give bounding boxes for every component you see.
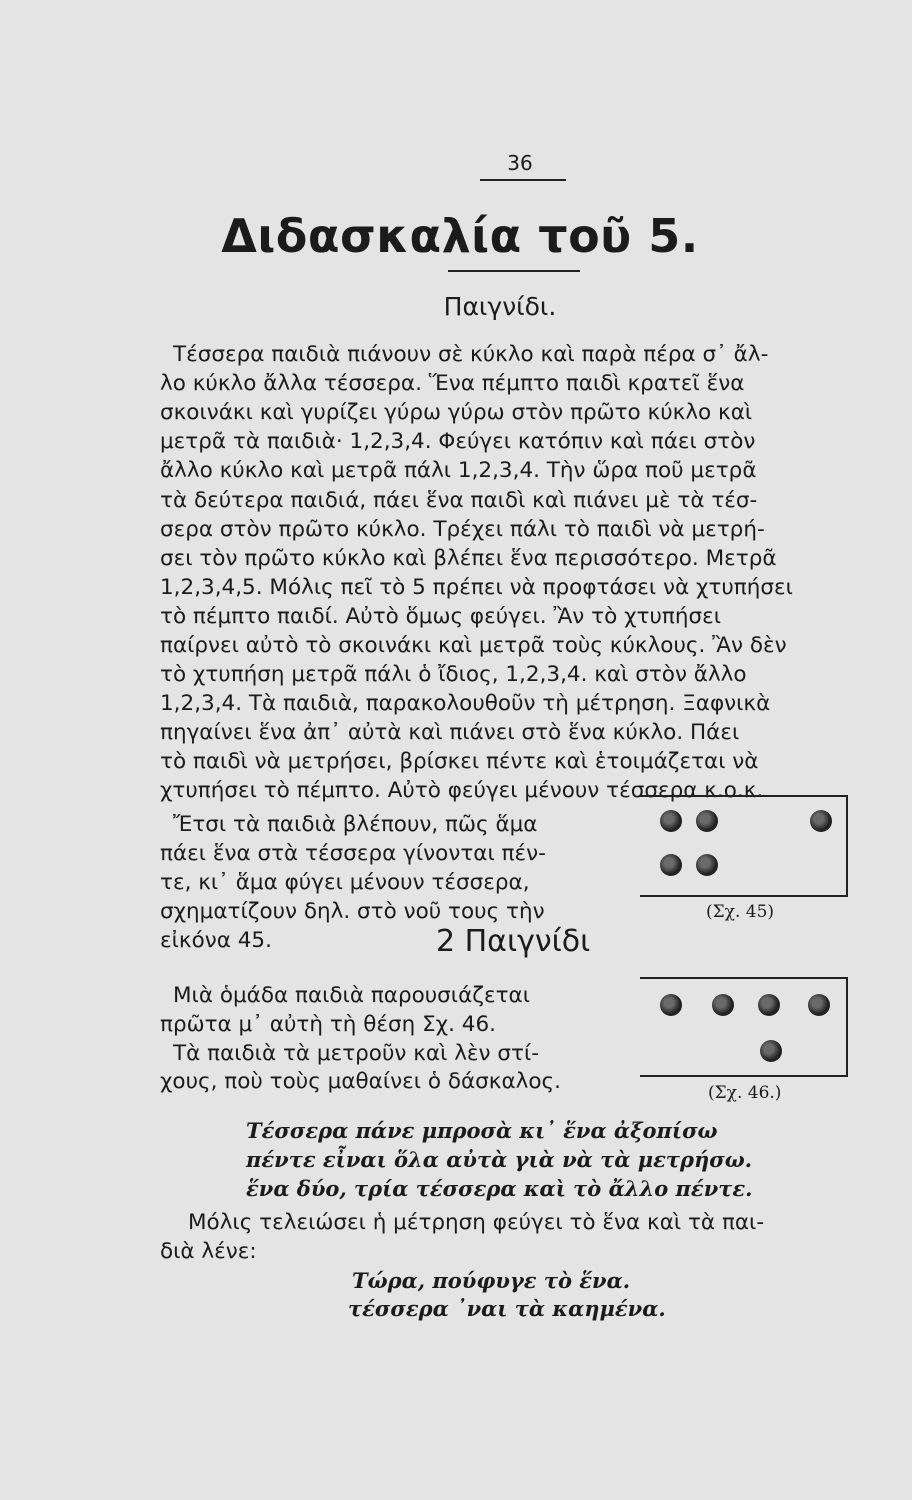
text-line: Τέσσερα παιδιὰ πιάνουν σὲ κύκλο καὶ παρὰ πέρα σ᾽ ἄλ- [173, 342, 769, 367]
text-line: παίρνει αὐτὸ τὸ σκοινάκι καὶ μετρᾶ τοὺς κύκλους. Ἂν δὲν [160, 633, 787, 658]
child-dot [660, 854, 682, 876]
text-line: Τὰ παιδιὰ τὰ μετροῦν καὶ λὲν στί- [173, 1041, 539, 1066]
text-line: ἄλλο κύκλο καὶ μετρᾶ πάλι 1,2,3,4. Τὴν ὥρα ποῦ μετρᾶ [160, 458, 757, 483]
section-2-title: 2 Παιγνίδι [436, 924, 591, 959]
child-dot [696, 810, 718, 832]
text-line: σερα στὸν πρῶτο κύκλο. Τρέχει πάλι τὸ παιδὶ νὰ μετρή- [160, 517, 765, 542]
text-line: πηγαίνει ἕνα ἀπ᾽ αὐτὰ καὶ πιάνει στὸ ἕνα κύκλο. Πάει [160, 720, 740, 745]
lesson-title: Διδασκαλία τοῦ 5. [221, 209, 699, 263]
figure-45 [640, 795, 848, 897]
child-dot [712, 994, 734, 1016]
title-rule [448, 270, 580, 272]
text-line: Μιὰ ὁμάδα παιδιὰ παρουσιάζεται [173, 983, 530, 1008]
text-line: τὸ χτυπήση μετρᾶ πάλι ὁ ἴδιος, 1,2,3,4. καὶ στὸν ἄλλο [160, 662, 747, 687]
text-line: τὸ πέμπτο παιδί. Αὐτὸ ὅμως φεύγει. Ἂν τὸ χτυπήσει [160, 604, 721, 629]
text-line: σκοινάκι καὶ γυρίζει γύρω γύρω στὸν πρῶτο κύκλο καὶ [160, 400, 753, 425]
text-line: τὸ παιδὶ νὰ μετρήσει, βρίσκει πέντε καὶ ἑτοιμάζεται νὰ [160, 749, 759, 774]
text-line: χους, ποὺ τοὺς μαθαίνει ὁ δάσκαλος. [160, 1069, 561, 1094]
text-line: πρῶτα μ᾽ αὐτὴ τὴ θέση Σχ. 46. [160, 1012, 496, 1037]
poem-line: τέσσερα ᾽ναι τὰ καημένα. [348, 1296, 666, 1321]
text-line: τὰ δεύτερα παιδιά, πάει ἕνα παιδὶ καὶ πιάνει μὲ τὰ τέσ- [160, 488, 758, 513]
child-dot [696, 854, 718, 876]
poem-line: πέντε εἶναι ὅλα αὐτὰ γιὰ νὰ τὰ μετρήσω. [246, 1147, 753, 1172]
text-line: πάει ἕνα στὰ τέσσερα γίνονται πέν- [160, 841, 546, 866]
text-line: λο κύκλο ἄλλα τέσσερα. Ἕνα πέμπτο παιδὶ κρατεῖ ἕνα [160, 371, 745, 396]
text-line: διὰ λένε: [160, 1239, 257, 1264]
text-line: μετρᾶ τὰ παιδιὰ· 1,2,3,4. Φεύγει κατόπιν καὶ πάει στὸν [160, 429, 756, 454]
child-dot [660, 810, 682, 832]
poem-line: ἕνα δύο, τρία τέσσερα καὶ τὸ ἄλλο πέντε. [246, 1176, 753, 1201]
text-line: 1,2,3,4,5. Μόλις πεῖ τὸ 5 πρέπει νὰ προφτάσει νὰ χτυπήσει [160, 575, 793, 600]
text-line: τε, κι᾽ ἅμα φύγει μένουν τέσσερα, [160, 870, 530, 895]
child-dot [660, 994, 682, 1016]
page-number-rule [480, 179, 566, 181]
text-line: Μόλις τελειώσει ἡ μέτρηση φεύγει τὸ ἕνα καὶ τὰ παι- [188, 1210, 765, 1235]
figure-45-caption: (Σχ. 45) [706, 902, 775, 922]
text-line: χτυπήσει τὸ πέμπτο. Αὐτὸ φεύγει μένουν τέσσερα κ.ο.κ. [160, 778, 764, 803]
figure-46-caption: (Σχ. 46.) [708, 1083, 782, 1103]
text-line: Ἔτσι τὰ παιδιὰ βλέπουν, πῶς ἅμα [173, 812, 538, 837]
poem-line: Τώρα, πούφυγε τὸ ἕνα. [352, 1268, 631, 1293]
text-line: σει τὸν πρῶτο κύκλο καὶ βλέπει ἕνα περισσότερο. Μετρᾶ [160, 546, 777, 571]
figure-46 [640, 977, 848, 1077]
game-subtitle: Παιγνίδι. [443, 292, 557, 321]
text-line: εἰκόνα 45. [160, 928, 272, 953]
child-dot [810, 810, 832, 832]
text-line: σχηματίζουν δηλ. στὸ νοῦ τους τὴν [160, 899, 545, 924]
text-line: 1,2,3,4. Τὰ παιδιὰ, παρακολουθοῦν τὴ μέτρηση. Ξαφνικὰ [160, 691, 771, 716]
page-number: 36 [507, 151, 533, 175]
child-dot [760, 1040, 782, 1062]
child-dot [808, 994, 830, 1016]
child-dot [758, 994, 780, 1016]
poem-line: Τέσσερα πάνε μπροσὰ κι᾽ ἕνα ἀξοπίσω [246, 1118, 718, 1143]
